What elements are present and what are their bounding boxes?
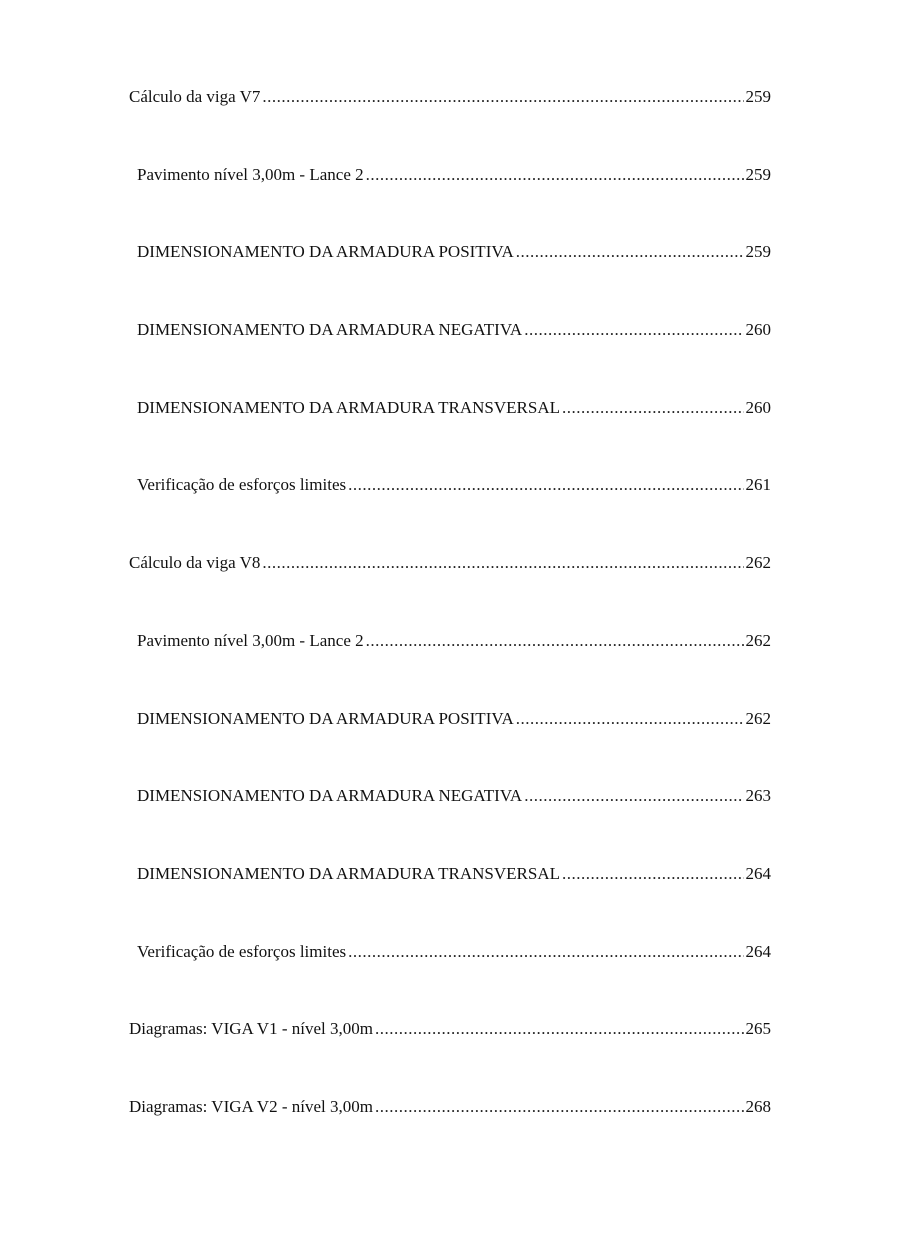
toc-entry[interactable]: [129, 862, 771, 940]
toc-entry-label: Cálculo da viga V7: [129, 87, 261, 106]
toc-dot-leader: [516, 240, 744, 264]
toc-entry-label: DIMENSIONAMENTO DA ARMADURA NEGATIVA: [137, 320, 523, 340]
toc-dot-leader: [348, 940, 743, 964]
toc-entry-page: 259: [745, 164, 771, 184]
toc-entry-page: 264: [745, 941, 771, 961]
toc-entry-page: 265: [745, 1019, 771, 1039]
toc-entry[interactable]: [129, 85, 771, 163]
toc-entry-label: Diagramas: VIGA V2 - nível 3,00m: [129, 1096, 373, 1116]
toc-dot-leader: [366, 629, 744, 653]
toc-dot-leader: [516, 707, 744, 731]
toc-dot-leader: [348, 473, 743, 497]
toc-entry-label: Diagramas: VIGA V1 - nível 3,00m: [129, 1019, 373, 1039]
toc-entry[interactable]: [129, 707, 771, 785]
toc-entry[interactable]: [129, 629, 771, 707]
toc-dot-leader: [262, 551, 743, 575]
toc-entry-label: DIMENSIONAMENTO DA ARMADURA TRANSVERSAL: [137, 397, 560, 417]
toc-entry-label: Pavimento nível 3,00m - Lance 2: [137, 630, 364, 650]
toc-entry-label: Pavimento nível 3,00m - Lance 2: [137, 164, 364, 184]
toc-entry-label: Cálculo da viga V8: [129, 553, 261, 573]
toc-dot-leader: [562, 396, 744, 420]
toc-entry[interactable]: [129, 396, 771, 474]
toc-dot-leader: [375, 1017, 744, 1041]
toc-entry-page: 260: [745, 397, 771, 417]
toc-entry-page: 263: [745, 786, 771, 806]
toc-entry-label: DIMENSIONAMENTO DA ARMADURA TRANSVERSAL: [137, 863, 560, 883]
table-of-contents: [129, 85, 771, 1173]
toc-entry-page: 262: [745, 553, 771, 573]
toc-entry-label: Verificação de esforços limites: [137, 941, 347, 961]
toc-entry-label: Verificação de esforços limites: [137, 475, 347, 495]
toc-entry-page: 259: [745, 87, 771, 106]
toc-entry[interactable]: [129, 240, 771, 318]
toc-entry-page: 264: [745, 863, 771, 883]
toc-dot-leader: [562, 862, 744, 886]
toc-entry-page: 259: [745, 242, 771, 262]
toc-entry[interactable]: [129, 473, 771, 551]
toc-entry[interactable]: [129, 1017, 771, 1095]
toc-entry-page: 262: [745, 708, 771, 728]
toc-entry-page: 268: [745, 1096, 771, 1116]
toc-entry-page: 261: [745, 475, 771, 495]
toc-entry[interactable]: [129, 318, 771, 396]
toc-entry-label: DIMENSIONAMENTO DA ARMADURA POSITIVA: [137, 242, 514, 262]
toc-dot-leader: [366, 163, 744, 187]
toc-entry-page: 262: [745, 630, 771, 650]
toc-entry-page: 260: [745, 320, 771, 340]
toc-entry[interactable]: [129, 551, 771, 629]
toc-entry[interactable]: [129, 1095, 771, 1173]
toc-dot-leader: [524, 318, 743, 342]
toc-entry-label: DIMENSIONAMENTO DA ARMADURA POSITIVA: [137, 708, 514, 728]
toc-entry[interactable]: [129, 784, 771, 862]
toc-dot-leader: [262, 85, 743, 109]
toc-dot-leader: [524, 784, 743, 808]
toc-entry-label: DIMENSIONAMENTO DA ARMADURA NEGATIVA: [137, 786, 523, 806]
toc-entry[interactable]: [129, 163, 771, 241]
toc-dot-leader: [375, 1095, 744, 1119]
toc-entry[interactable]: [129, 940, 771, 1018]
